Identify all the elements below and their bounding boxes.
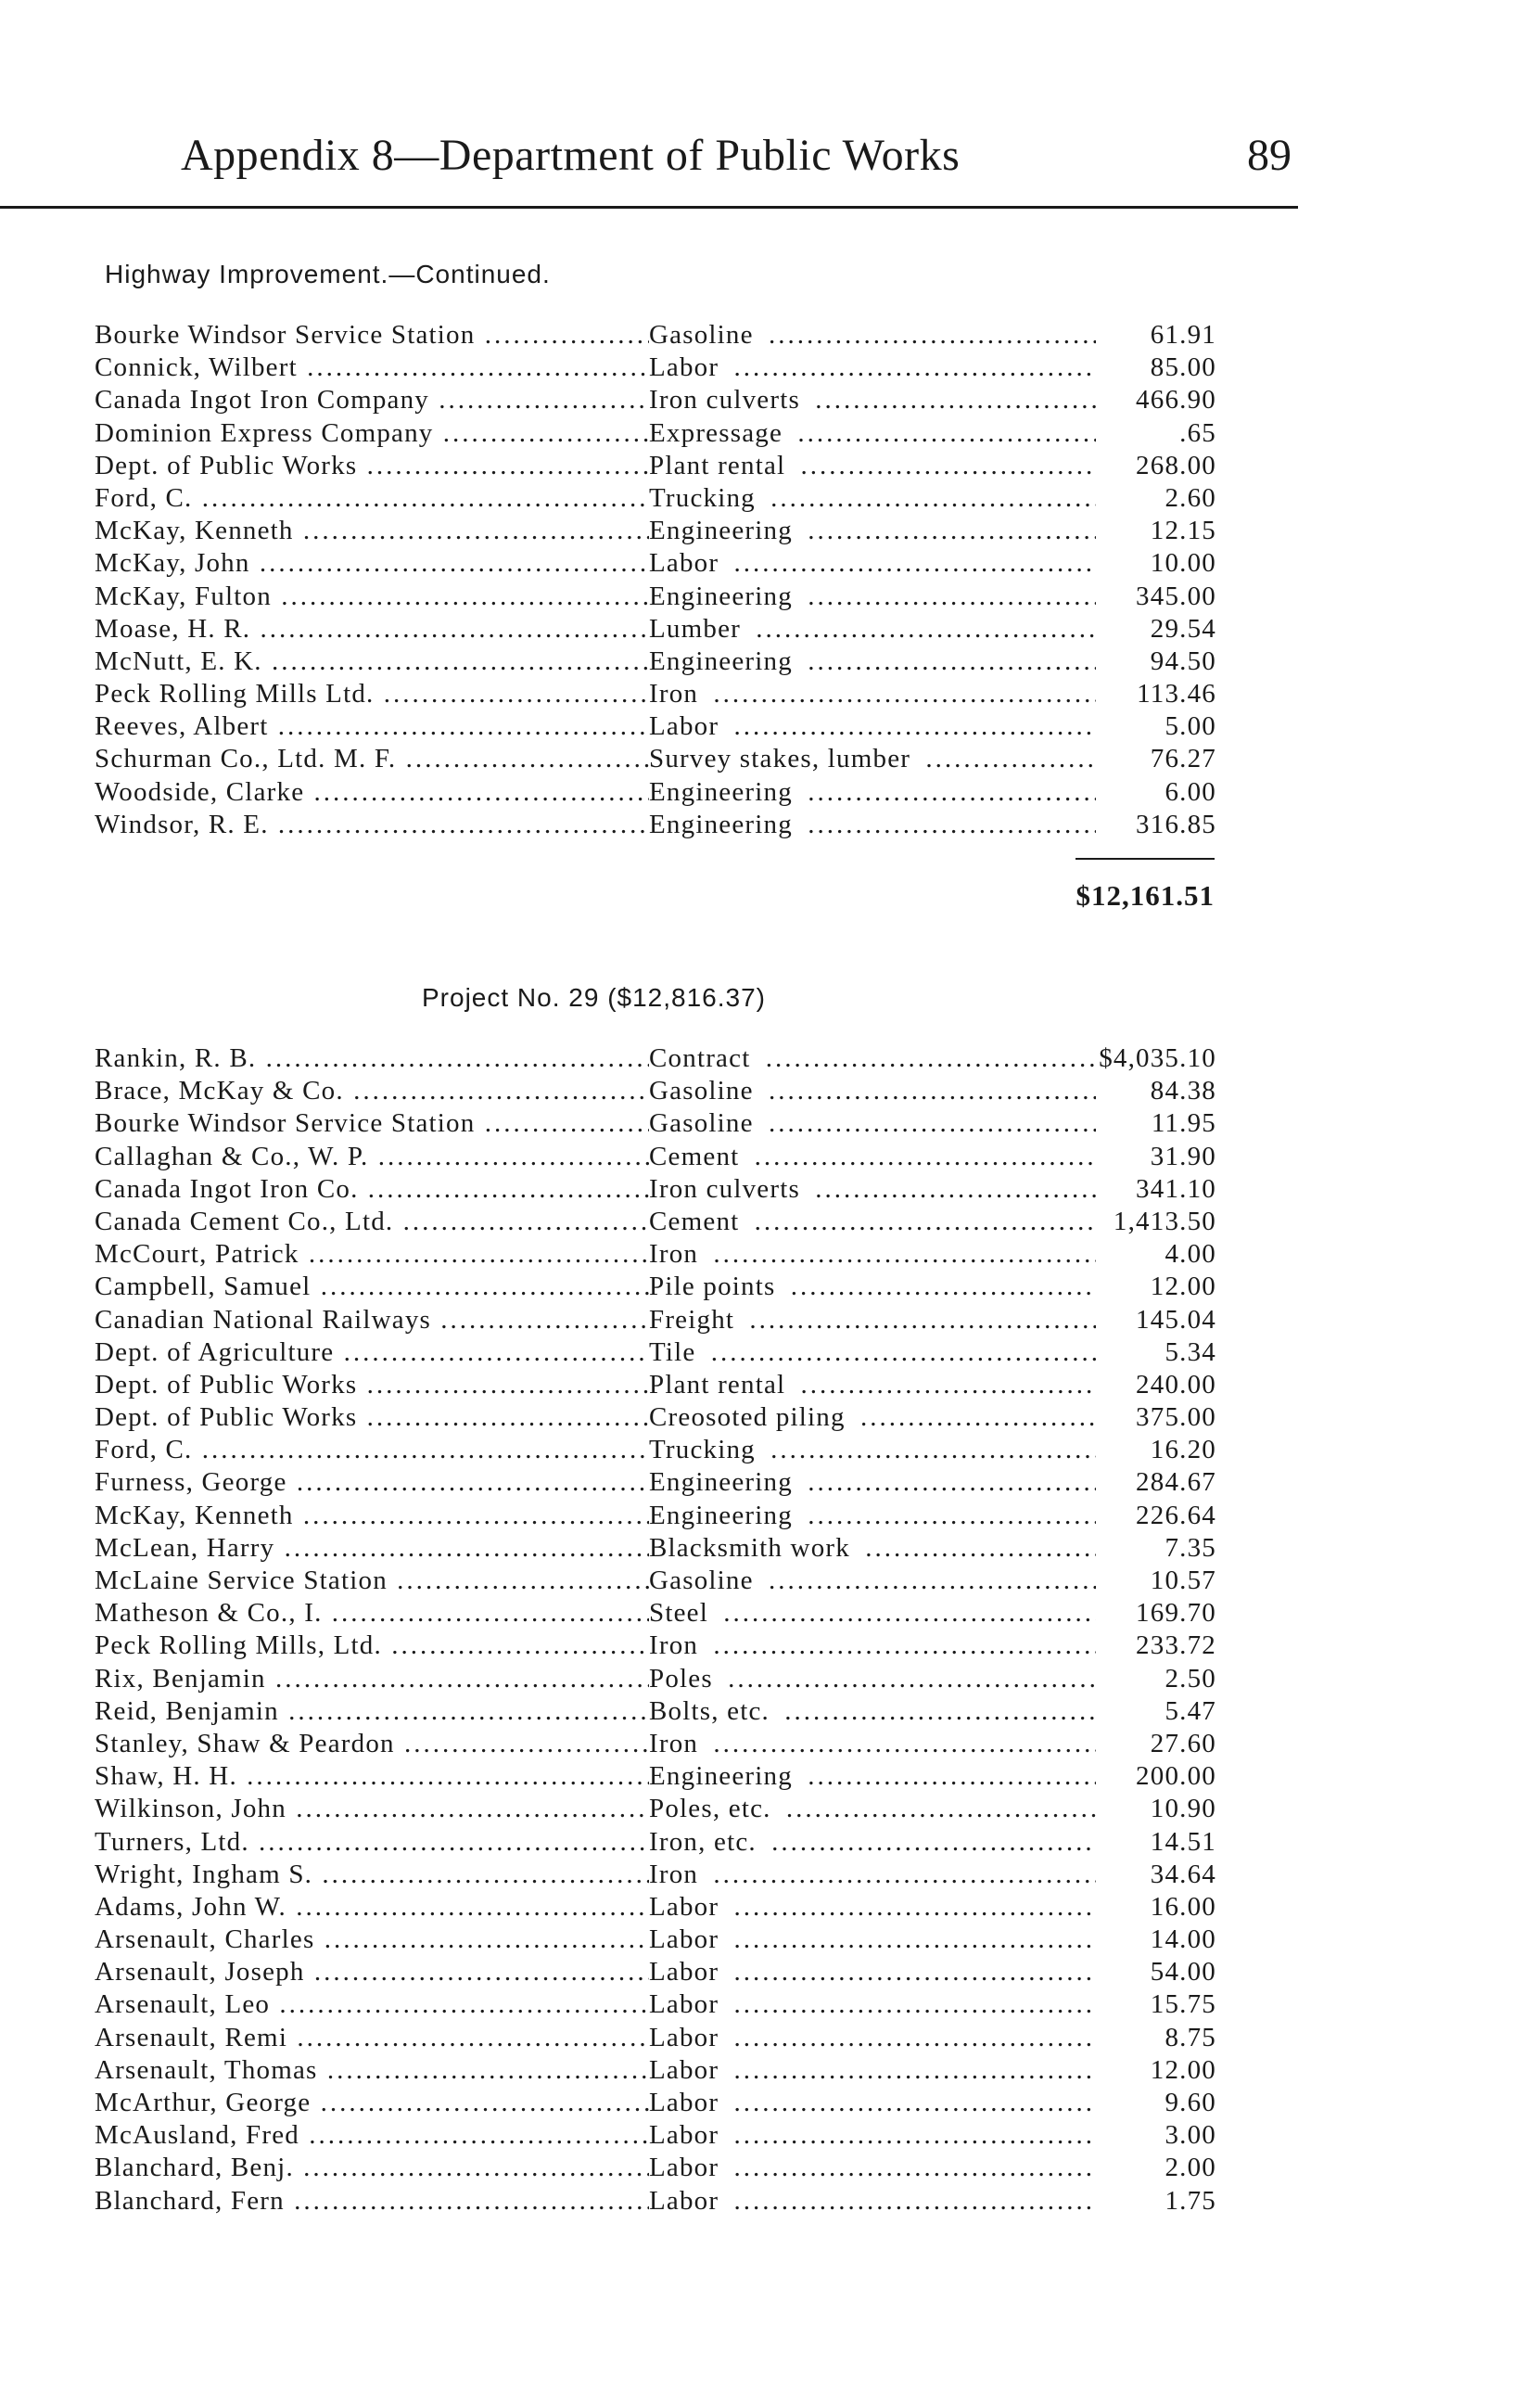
amount: 375.00	[1096, 1401, 1216, 1434]
item-description: Labor .....	[649, 2087, 1168, 2119]
amount: 76.27	[1096, 743, 1216, 775]
amount: 5.47	[1096, 1695, 1216, 1728]
amount: 284.67	[1096, 1466, 1216, 1499]
table-row	[95, 678, 1216, 710]
item-description: Iron culverts .....	[649, 384, 1168, 416]
item-description: Poles, etc. .....	[649, 1793, 1168, 1825]
payee-name: McLaine Service Station .....	[95, 1565, 649, 1597]
amount: 268.00	[1096, 450, 1216, 482]
payee-name: McKay, Kenneth .....	[95, 515, 649, 547]
item-description: Labor .....	[649, 2185, 1168, 2218]
amount: 240.00	[1096, 1369, 1216, 1401]
amount: 316.85	[1096, 809, 1216, 841]
item-description: Engineering .....	[649, 1760, 1168, 1793]
payee-name: Dept. of Public Works .....	[95, 1369, 649, 1401]
table-row	[95, 1630, 1216, 1662]
table-row	[95, 710, 1216, 743]
amount: 466.90	[1096, 384, 1216, 416]
table-row	[95, 1826, 1216, 1859]
amount: 2.50	[1096, 1663, 1216, 1695]
item-description: Cement .....	[649, 1141, 1168, 1173]
item-description: Labor .....	[649, 1956, 1168, 1988]
table-row	[95, 1173, 1216, 1206]
payee-name: Reid, Benjamin .....	[95, 1695, 649, 1728]
table-row	[95, 384, 1216, 416]
payee-name: Matheson & Co., I. .....	[95, 1597, 649, 1630]
payee-name: Rankin, R. B. .....	[95, 1042, 649, 1075]
payee-name: Furness, George .....	[95, 1466, 649, 1499]
payee-name: Canada Ingot Iron Co. .....	[95, 1173, 649, 1206]
table-row	[95, 352, 1216, 384]
payee-name: McKay, Fulton .....	[95, 581, 649, 613]
item-description: Engineering .....	[649, 515, 1168, 547]
item-description: Labor .....	[649, 2054, 1168, 2087]
amount: 4.00	[1096, 1238, 1216, 1271]
amount: 10.00	[1096, 547, 1216, 580]
item-description: Gasoline .....	[649, 319, 1168, 352]
table-row	[95, 1434, 1216, 1466]
payee-name: Shaw, H. H. .....	[95, 1760, 649, 1793]
table-row	[95, 1336, 1216, 1369]
item-description: Iron .....	[649, 678, 1168, 710]
amount: 29.54	[1096, 613, 1216, 645]
amount: 12.00	[1096, 1271, 1216, 1303]
payee-name: Dominion Express Company .....	[95, 417, 649, 450]
highway-table	[95, 319, 1216, 841]
table-row	[95, 1728, 1216, 1760]
amount: .65	[1096, 417, 1216, 450]
payee-name: Ford, C. .....	[95, 482, 649, 515]
item-description: Iron .....	[649, 1630, 1168, 1662]
payee-name: Bourke Windsor Service Station .....	[95, 319, 649, 352]
payee-name: McNutt, E. K. .....	[95, 645, 649, 678]
project-table	[95, 1042, 1216, 2218]
table-row	[95, 1206, 1216, 1238]
table-row	[95, 1304, 1216, 1336]
table-row	[95, 417, 1216, 450]
amount: 61.91	[1096, 319, 1216, 352]
payee-name: Stanley, Shaw & Peardon .....	[95, 1728, 649, 1760]
payee-name: Peck Rolling Mills Ltd. .....	[95, 678, 649, 710]
payee-name: Canada Cement Co., Ltd. .....	[95, 1206, 649, 1238]
section-total: $12,161.51	[1075, 879, 1215, 912]
table-row	[95, 1859, 1216, 1891]
table-row	[95, 1956, 1216, 1988]
item-description: Engineering .....	[649, 1466, 1168, 1499]
item-description: Expressage .....	[649, 417, 1168, 450]
amount: 9.60	[1096, 2087, 1216, 2119]
amount: 8.75	[1096, 2022, 1216, 2054]
amount: 145.04	[1096, 1304, 1216, 1336]
table-row	[95, 1760, 1216, 1793]
item-description: Survey stakes, lumber .....	[649, 743, 1168, 775]
table-row	[95, 1565, 1216, 1597]
item-description: Steel .....	[649, 1597, 1168, 1630]
payee-name: Dept. of Public Works .....	[95, 1401, 649, 1434]
amount: 54.00	[1096, 1956, 1216, 1988]
page-header	[0, 121, 1298, 209]
amount: 345.00	[1096, 581, 1216, 613]
item-description: Poles .....	[649, 1663, 1168, 1695]
payee-name: Adams, John W. .....	[95, 1891, 649, 1924]
item-description: Labor .....	[649, 352, 1168, 384]
table-row	[95, 1466, 1216, 1499]
item-description: Lumber .....	[649, 613, 1168, 645]
payee-name: Arsenault, Joseph .....	[95, 1956, 649, 1988]
payee-name: Arsenault, Charles .....	[95, 1924, 649, 1956]
item-description: Plant rental .....	[649, 1369, 1168, 1401]
amount: 113.46	[1096, 678, 1216, 710]
payee-name: McAusland, Fred .....	[95, 2119, 649, 2152]
table-row	[95, 1793, 1216, 1825]
item-description: Engineering .....	[649, 1500, 1168, 1532]
amount: 94.50	[1096, 645, 1216, 678]
table-row	[95, 1075, 1216, 1107]
item-description: Labor .....	[649, 2119, 1168, 2152]
item-description: Creosoted piling .....	[649, 1401, 1168, 1434]
amount: 226.64	[1096, 1500, 1216, 1532]
amount: 16.00	[1096, 1891, 1216, 1924]
amount: 6.00	[1096, 776, 1216, 809]
item-description: Engineering .....	[649, 645, 1168, 678]
table-row	[95, 743, 1216, 775]
payee-name: Wilkinson, John .....	[95, 1793, 649, 1825]
item-description: Plant rental .....	[649, 450, 1168, 482]
payee-name: McLean, Harry .....	[95, 1532, 649, 1565]
amount: 14.00	[1096, 1924, 1216, 1956]
table-row	[95, 1500, 1216, 1532]
payee-name: McCourt, Patrick .....	[95, 1238, 649, 1271]
item-description: Blacksmith work .....	[649, 1532, 1168, 1565]
item-description: Gasoline .....	[649, 1075, 1168, 1107]
amount: 3.00	[1096, 2119, 1216, 2152]
table-row	[95, 2022, 1216, 2054]
payee-name: Reeves, Albert .....	[95, 710, 649, 743]
amount: 11.95	[1096, 1107, 1216, 1140]
amount: 200.00	[1096, 1760, 1216, 1793]
amount: 15.75	[1096, 1988, 1216, 2021]
amount: 14.51	[1096, 1826, 1216, 1859]
item-description: Gasoline .....	[649, 1107, 1168, 1140]
payee-name: Blanchard, Fern .....	[95, 2185, 649, 2218]
total-rule	[1075, 858, 1215, 860]
item-description: Tile .....	[649, 1336, 1168, 1369]
amount: 34.64	[1096, 1859, 1216, 1891]
payee-name: Turners, Ltd. .....	[95, 1826, 649, 1859]
payee-name: Arsenault, Thomas .....	[95, 2054, 649, 2087]
item-description: Contract .....	[649, 1042, 1168, 1075]
payee-name: Ford, C. .....	[95, 1434, 649, 1466]
amount: 31.90	[1096, 1141, 1216, 1173]
section-heading-project: Project No. 29 ($12,816.37)	[422, 983, 766, 1012]
amount: 84.38	[1096, 1075, 1216, 1107]
payee-name: Campbell, Samuel .....	[95, 1271, 649, 1303]
table-row	[95, 2054, 1216, 2087]
table-row	[95, 1042, 1216, 1075]
item-description: Cement .....	[649, 1206, 1168, 1238]
item-description: Trucking .....	[649, 1434, 1168, 1466]
amount: 27.60	[1096, 1728, 1216, 1760]
payee-name: Arsenault, Leo .....	[95, 1988, 649, 2021]
payee-name: Blanchard, Benj. .....	[95, 2152, 649, 2184]
item-description: Engineering .....	[649, 809, 1168, 841]
payee-name: Windsor, R. E. .....	[95, 809, 649, 841]
payee-name: Dept. of Agriculture .....	[95, 1336, 649, 1369]
table-row	[95, 1597, 1216, 1630]
table-row	[95, 450, 1216, 482]
table-row	[95, 613, 1216, 645]
amount: 16.20	[1096, 1434, 1216, 1466]
table-row	[95, 1271, 1216, 1303]
table-row	[95, 2185, 1216, 2218]
payee-name: Moase, H. R. .....	[95, 613, 649, 645]
payee-name: Canada Ingot Iron Company .....	[95, 384, 649, 416]
table-row	[95, 482, 1216, 515]
table-row	[95, 515, 1216, 547]
page-number: 89	[1247, 131, 1292, 180]
payee-name: Rix, Benjamin .....	[95, 1663, 649, 1695]
amount: 1,413.50	[1096, 1206, 1216, 1238]
item-description: Iron, etc. .....	[649, 1826, 1168, 1859]
amount: 2.60	[1096, 482, 1216, 515]
table-row	[95, 1891, 1216, 1924]
item-description: Labor .....	[649, 1988, 1168, 2021]
table-row	[95, 581, 1216, 613]
amount: 85.00	[1096, 352, 1216, 384]
item-description: Iron .....	[649, 1728, 1168, 1760]
amount: 233.72	[1096, 1630, 1216, 1662]
item-description: Labor .....	[649, 1924, 1168, 1956]
section-heading-highway: Highway Improvement.—Continued.	[105, 260, 551, 288]
item-description: Iron .....	[649, 1238, 1168, 1271]
payee-name: McKay, John .....	[95, 547, 649, 580]
amount: 5.00	[1096, 710, 1216, 743]
item-description: Engineering .....	[649, 776, 1168, 809]
item-description: Labor .....	[649, 710, 1168, 743]
table-row	[95, 2087, 1216, 2119]
table-row	[95, 1401, 1216, 1434]
table-row	[95, 1107, 1216, 1140]
payee-name: Callaghan & Co., W. P. .....	[95, 1141, 649, 1173]
item-description: Labor .....	[649, 2152, 1168, 2184]
item-description: Bolts, etc. .....	[649, 1695, 1168, 1728]
item-description: Pile points .....	[649, 1271, 1168, 1303]
payee-name: McKay, Kenneth .....	[95, 1500, 649, 1532]
amount: 341.10	[1096, 1173, 1216, 1206]
payee-name: Canadian National Railways .....	[95, 1304, 649, 1336]
amount: 1.75	[1096, 2185, 1216, 2218]
payee-name: Schurman Co., Ltd. M. F. .....	[95, 743, 649, 775]
payee-name: Peck Rolling Mills, Ltd. .....	[95, 1630, 649, 1662]
table-row	[95, 319, 1216, 352]
item-description: Trucking .....	[649, 482, 1168, 515]
amount: 12.15	[1096, 515, 1216, 547]
payee-name: Bourke Windsor Service Station .....	[95, 1107, 649, 1140]
table-row	[95, 1695, 1216, 1728]
table-row	[95, 1141, 1216, 1173]
amount: 2.00	[1096, 2152, 1216, 2184]
item-description: Labor .....	[649, 2022, 1168, 2054]
item-description: Iron .....	[649, 1859, 1168, 1891]
item-description: Iron culverts .....	[649, 1173, 1168, 1206]
table-row	[95, 1238, 1216, 1271]
payee-name: Arsenault, Remi .....	[95, 2022, 649, 2054]
table-row	[95, 1663, 1216, 1695]
item-description: Gasoline .....	[649, 1565, 1168, 1597]
table-row	[95, 1924, 1216, 1956]
amount: 169.70	[1096, 1597, 1216, 1630]
amount: 10.90	[1096, 1793, 1216, 1825]
amount: 12.00	[1096, 2054, 1216, 2087]
item-description: Engineering .....	[649, 581, 1168, 613]
table-row	[95, 1988, 1216, 2021]
amount: 10.57	[1096, 1565, 1216, 1597]
page-title: Appendix 8—Department of Public Works	[181, 131, 961, 180]
item-description: Labor .....	[649, 1891, 1168, 1924]
table-row	[95, 1532, 1216, 1565]
table-row	[95, 809, 1216, 841]
table-row	[95, 776, 1216, 809]
payee-name: McArthur, George .....	[95, 2087, 649, 2119]
amount: 7.35	[1096, 1532, 1216, 1565]
payee-name: Woodside, Clarke .....	[95, 776, 649, 809]
item-description: Freight .....	[649, 1304, 1168, 1336]
table-row	[95, 2152, 1216, 2184]
payee-name: Dept. of Public Works .....	[95, 450, 649, 482]
table-row	[95, 645, 1216, 678]
table-row	[95, 547, 1216, 580]
payee-name: Brace, McKay & Co. .....	[95, 1075, 649, 1107]
item-description: Labor .....	[649, 547, 1168, 580]
payee-name: Connick, Wilbert .....	[95, 352, 649, 384]
table-row	[95, 1369, 1216, 1401]
amount: 5.34	[1096, 1336, 1216, 1369]
payee-name: Wright, Ingham S. .....	[95, 1859, 649, 1891]
table-row	[95, 2119, 1216, 2152]
amount: $4,035.10	[1096, 1042, 1216, 1075]
